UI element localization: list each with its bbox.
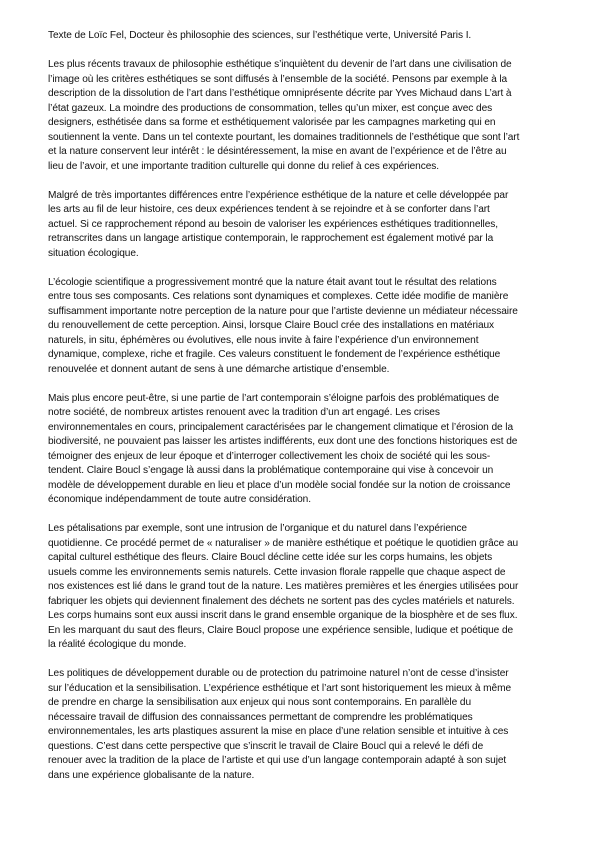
paragraph-4: Mais plus encore peut-être, si une partie de l’art contemporain s’éloigne parfois des problématiques de notre société, de nombreux artistes renouent avec la tradition d’un art engagé. Les crises environnementales en cours, principalement caractérisées par le changement climatique et l’érosion de la biodiversité, ne pouvaient pas laisser les artistes indifférents, eux dont une des fonctions historiques est de témoigner des enjeux de leur époque et d’interroger collectivement les choix de société qui les sous-tendent. Claire Boucl s’engage là aussi dans la problématique contemporaine qui vise à concevoir un modèle de développement durable en lieu et place d’un modèle social fondée sur la notion de croissance économique indépendamment de toute autre considération. [48, 392, 518, 505]
paragraph-3: L’écologie scientifique a progressivement montré que la nature était avant tout le résultat des relations entre tous ses composants. Ces relations sont dynamiques et complexes. Cette idée modifie de manière suffisamment importante notre perception de la nature pour que l’artiste devienne un médiateur nécessaire du renouvellement de cette perception. Ainsi, lorsque Claire Boucl crée des installations en matériaux naturels, in situ, éphémères ou évolutives, elle nous invite à faire l’expérience d’un environnement dynamique, complexe, riche et fragile. Ces valeurs constituent le fondement de l’expérience esthétique renouvelée et donnent autant de sens à une démarche artistique d’ensemble. [48, 276, 518, 375]
paragraph-6: Les politiques de développement durable ou de protection du patrimoine naturel n’ont de cesse d’insister sur l’éducation et la sensibilisation. L’expérience esthétique et l’art sont historiquement les mieux à même de prendre en charge la sensibilisation aux enjeux qui nous sont contemporains. En parallèle du nécessaire travail de diffusion des connaissances permettant de comprendre les problématiques environnementales, les arts plastiques assurent la mise en place d’une relation sensible et intuitive à ces questions. C’est dans cette perspective que s’inscrit le travail de Claire Boucl qui a relevé le défi de renouer avec la tradition de la place de l’artiste et qui use d’un langage contemporain adapté à son sujet dans une expérience globalisante de la nature. [48, 668, 511, 781]
paragraph-1: Les plus récents travaux de philosophie esthétique s’inquiètent du devenir de l’art dans une civilisation de l’image où les critères esthétiques se sont diffusés à l’ensemble de la société. Pensons par exemple à la description de la dissolution de l’art dans l’esthétique omniprésente décrite par Yves Michaud dans L’art à l’état gazeux. La moindre des productions de consommation, telles qu’un mixer, est conçue avec des designers, esthétisée dans sa forme et esthétiquement valorisée par les campagnes marketing qui en soutiennent la vente. Dans un tel contexte pourtant, les domaines traditionnels de l’esthétique que sont l’art et la nature conservent leur intérêt : le désintéressement, la mise en avant de l’expérience et de l’être au lieu de l’avoir, et une importante tradition culturelle qui donne du relief à ces expériences. [48, 59, 520, 172]
document-page [48, 29, 520, 798]
paragraph-2: Malgré de très importantes différences entre l’expérience esthétique de la nature et celle développée par les arts au fil de leur histoire, ces deux expériences tendent à se rejoindre et à se conforter dans l’art actuel. Si ce rapprochement répond au besoin de valoriser les expériences esthétiques traditionnelles, retranscrites dans un langage artistique contemporain, le rapprochement est également motivé par la situation écologique. [48, 189, 509, 259]
paragraph-5: Les pétalisations par exemple, sont une intrusion de l’organique et du naturel dans l’expérience quotidienne. Ce procédé permet de « naturaliser » de manière esthétique et poétique le quotidien grâce au capital culturel esthétique des fleurs. Claire Boucl décline cette idée sur les corps humains, les objets usuels comme les environnements semis naturels. Cette invasion florale rappelle que chaque aspect de nos existences est lié dans le grand tout de la nature. Les matières premières et les énergies utilisées pour fabriquer les objets qui deviennent finalement des déchets ne sortent pas des cycles matériels et naturels. Les corps humains sont eux aussi inscrit dans le grand ensemble organique de la biosphère et de ses flux. En les marquant du saut des fleurs, Claire Boucl propose une expérience sensible, ludique et poétique de la réalité écologique du monde. [48, 523, 519, 650]
document-heading: Texte de Loïc Fel, Docteur ès philosophie des sciences, sur l’esthétique verte, Université Paris I. [48, 30, 472, 41]
